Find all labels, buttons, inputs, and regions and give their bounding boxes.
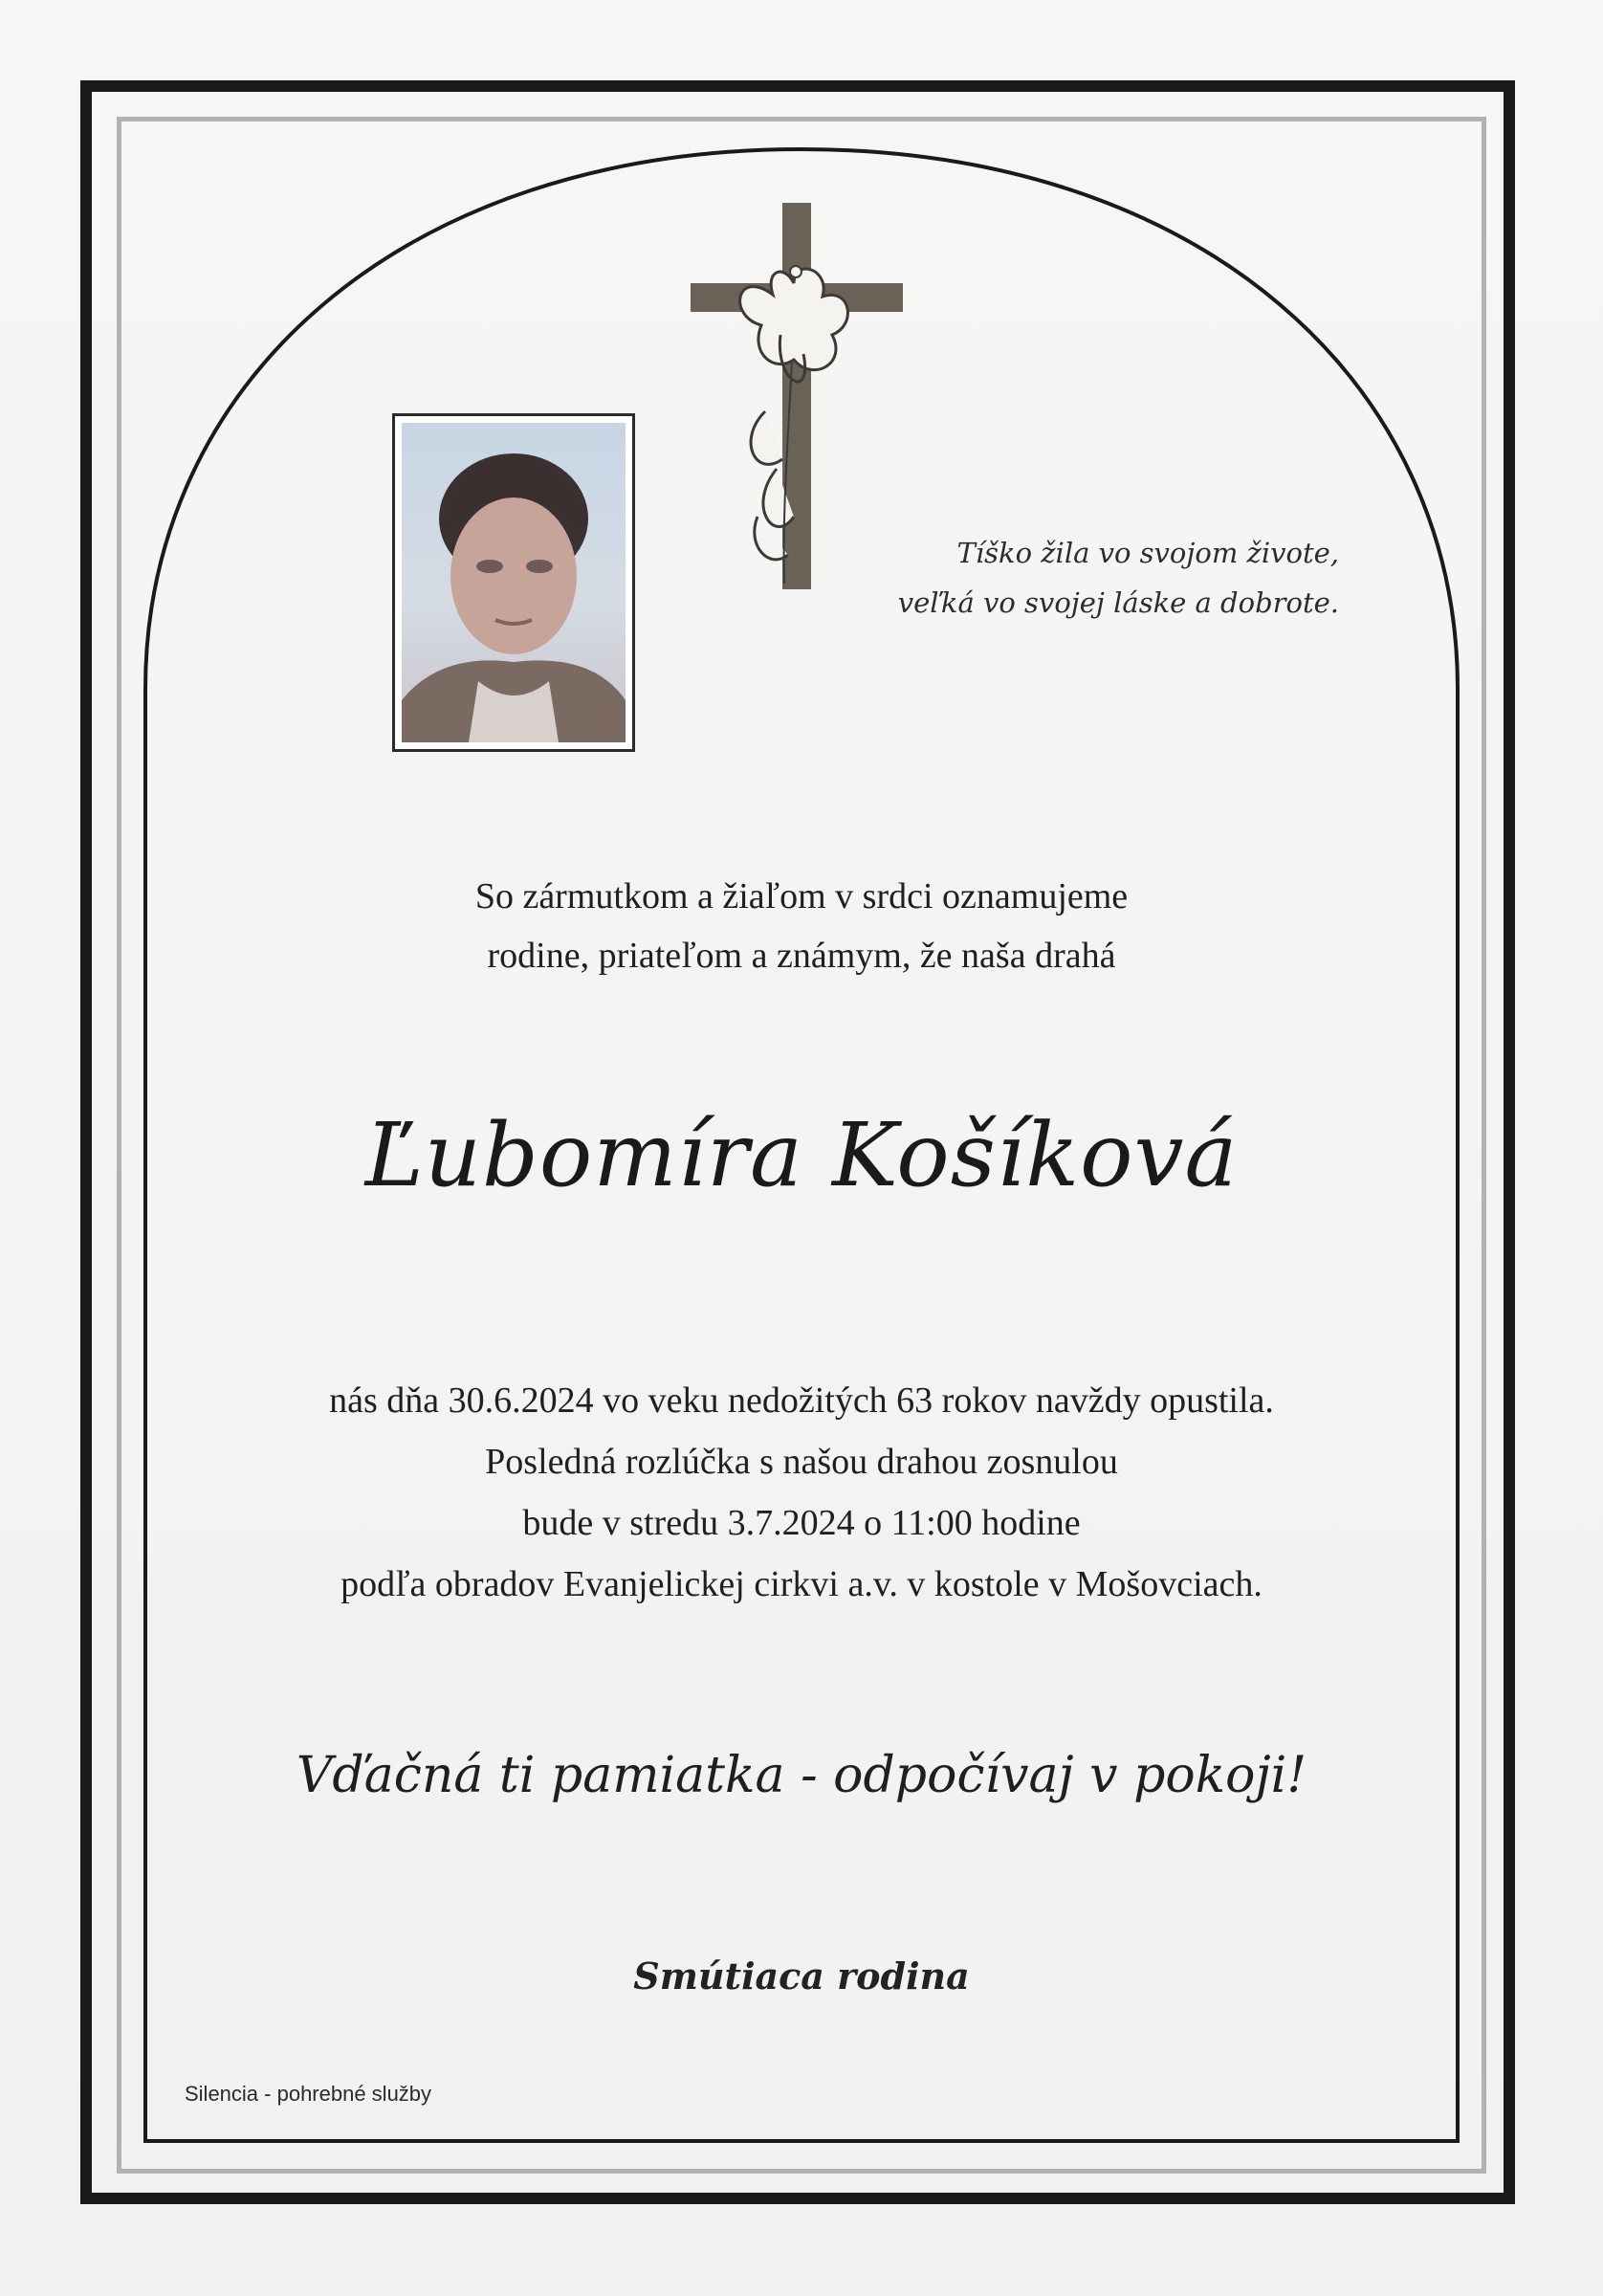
portrait-photo bbox=[392, 413, 635, 752]
motto-line-1: Tíško žila vo svojom živote, bbox=[956, 537, 1339, 569]
signature: Smútiaca rodina bbox=[633, 1954, 970, 1998]
footer-company: Silencia - pohrebné služby bbox=[185, 2082, 432, 2106]
details-line-4: podľa obradov Evanjelickej cirkvi a.v. v kostole v Mošovciach. bbox=[340, 1564, 1263, 1604]
announcement-line-2: rodine, priateľom a známym, že naša drahá bbox=[487, 936, 1116, 976]
announcement-line-1: So zármutkom a žiaľom v srdci oznamujeme bbox=[474, 876, 1129, 916]
details-line-1: nás dňa 30.6.2024 vo veku nedožitých 63 rokov navždy opustila. bbox=[329, 1380, 1274, 1421]
funeral-details bbox=[228, 1370, 1375, 1615]
farewell-phrase: Vďačná ti pamiatka - odpočívaj v pokoji! bbox=[296, 1747, 1307, 1804]
announcement bbox=[228, 867, 1375, 985]
motto bbox=[861, 528, 1339, 628]
details-line-3: bude v stredu 3.7.2024 o 11:00 hodine bbox=[522, 1503, 1081, 1543]
motto-line-2: veľká vo svojej láske a dobrote. bbox=[897, 586, 1339, 619]
portrait-image bbox=[402, 423, 626, 742]
details-line-2: Posledná rozlúčka s našou drahou zosnulou bbox=[485, 1442, 1118, 1482]
deceased-name: Ľubomíra Košíková bbox=[364, 1104, 1239, 1206]
